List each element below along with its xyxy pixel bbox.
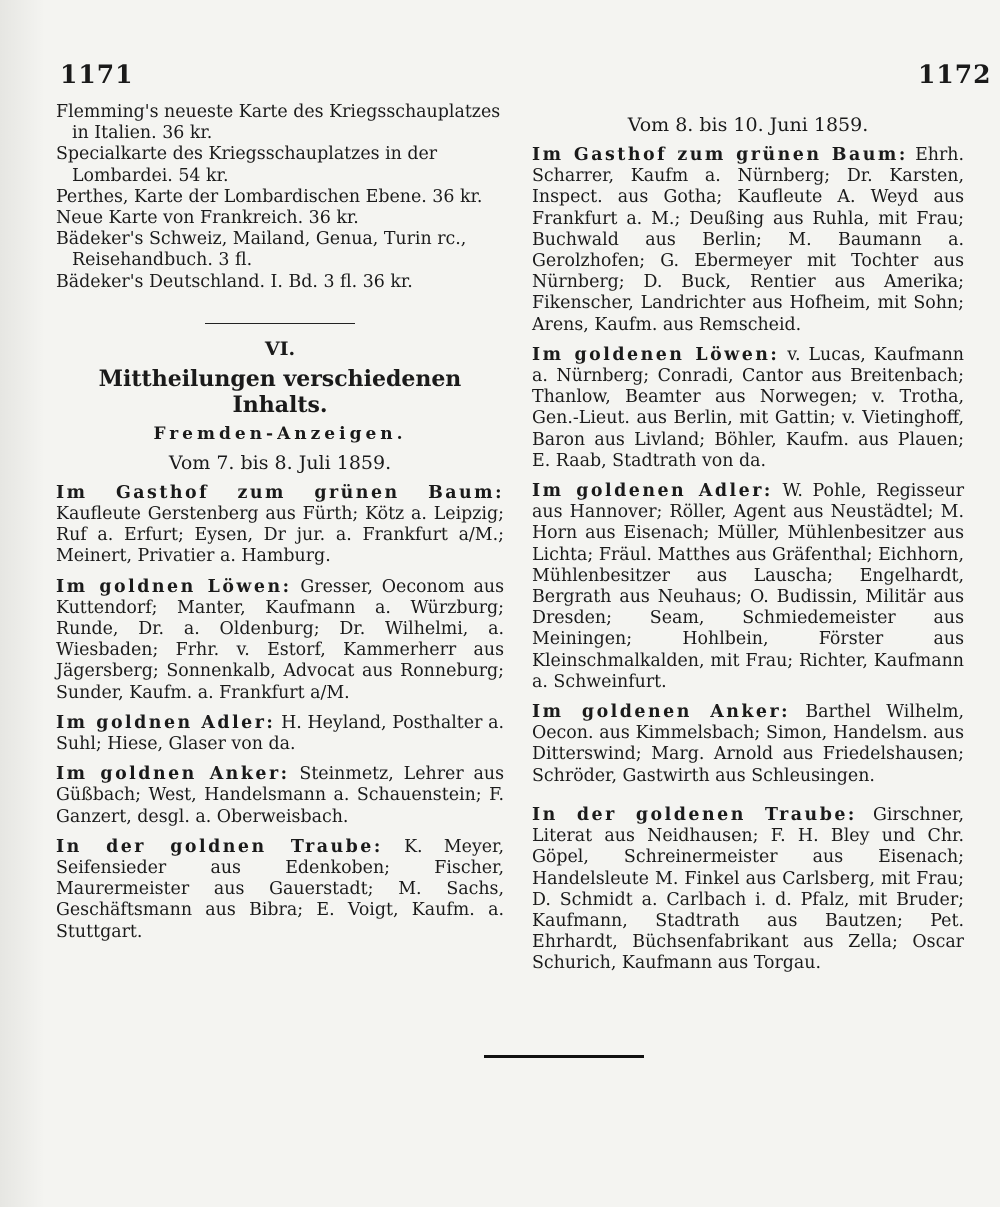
guest-entry (56, 577, 504, 704)
hotel-name: Im goldenen Adler: (532, 481, 773, 502)
page-end-rule (484, 1055, 644, 1058)
date-range-right: Vom 8. bis 10. Juni 1859. (627, 114, 869, 136)
book-list-item: Bädeker's Deutschland. I. Bd. 3 fl. 36 kr. (56, 271, 413, 292)
hotel-name: Im goldnen Löwen: (56, 576, 292, 597)
left-column (56, 102, 504, 943)
page-number-right: 1172 (918, 60, 992, 89)
book-list (56, 102, 504, 293)
date-range-left: Vom 7. bis 8. Juli 1859. (168, 451, 392, 474)
guest-list: W. Pohle, Regisseur aus Hannover; Röller, Agent aus Neustädtel; M. Horn aus Eisenach; Müller, Mühlenbesitzer aus Lichta; Fräul. Matthes aus Gräfenthal; Eichhorn, Mühlenbesitzer aus Lauscha; Engelhardt, Bergrath aus Neuhaus; O. Budissin, Militär aus Dresden; Seam, Schmiedemeister aus Meiningen; Hohlbein, Förster aus Kleinschmalkalden, mit Frau; Richter, Kaufmann a. Schweinfurt. (532, 481, 965, 692)
guest-entry (56, 764, 504, 828)
guest-list: v. Lucas, Kaufmann a. Nürnberg; Conradi, Cantor aus Breitenbach; Thanlow, Beamter aus Norwegen; v. Trotha, Gen.-Lieut. aus Berlin, mit Gattin; v. Vietinghoff, Baron aus Livland; Böhler, Kaufm. aus Plauen; E. Raab, Stadtrath von da. (532, 344, 964, 471)
guest-list: Gresser, Oeconom aus Kuttendorf; Manter, Kaufmann a. Würzburg; Runde, Dr. a. Oldenburg; Dr. Wilhelmi, a. Wiesbaden; Frhr. v. Estorf, Kammerherr aus Jägersberg; Sonnenkalb, Advocat aus Ronneburg; Sunder, Kaufm. a. Frankfurt a/M. (56, 576, 504, 703)
guest-list: K. Meyer, Seifensieder aus Edenkoben; Fischer, Maurermeister aus Gauerstadt; M. Sachs, Geschäftsmann aus Bibra; E. Voigt, Kaufm. a. Stuttgart. (56, 836, 504, 942)
hotel-name: Im Gasthof zum grünen Baum: (56, 482, 504, 503)
hotel-name: In der goldenen Traube: (532, 804, 857, 825)
section-title: Mittheilungen verschiedenen Inhalts. (98, 365, 462, 418)
guest-list: H. Heyland, Posthalter a. Suhl; Hiese, Glaser von da. (56, 712, 504, 755)
section-subheading: Fremden-Anzeigen. (153, 423, 407, 444)
hotel-name: In der goldnen Traube: (56, 836, 383, 857)
hotel-name: Im goldenen Löwen: (532, 344, 780, 365)
guest-list: Steinmetz, Lehrer aus Güßbach; West, Handelsmann a. Schauenstein; F. Ganzert, desgl. a. Oberweisbach. (56, 764, 504, 827)
guest-entry (532, 702, 964, 787)
section-divider (205, 323, 355, 324)
guest-entry (56, 483, 504, 568)
guest-entry (532, 345, 964, 472)
guest-entry (56, 713, 504, 755)
book-list-item: Flemming's neueste Karte des Kriegsschauplatzes in Italien. 36 kr. (56, 102, 501, 144)
guest-list: Girschner, Literat aus Neidhausen; F. H. Bley und Chr. Göpel, Schreinermeister aus Eisenach; Handelsleute M. Finkel aus Carlsberg, mit Frau; D. Schmidt a. Carlbach i. d. Pfalz, mit Bruder; Kaufmann, Stadtrath aus Bautzen; Pet. Ehrhardt, Büchsenfabrikant aus Zella; Oscar Schurich, Kaufmann aus Torgau. (532, 804, 964, 974)
page-number-left: 1171 (60, 60, 134, 89)
hotel-name: Im goldenen Anker: (532, 702, 791, 723)
guest-list: Ehrh. Scharrer, Kaufm a. Nürnberg; Dr. Karsten, Inspect. aus Gotha; Kaufleute A. Weyd aus Frankfurt a. M.; Deußing aus Ruhla, mit Frau; Buchwald aus Berlin; M. Baumann a. Gerolzhofen; G. Ebermeyer mit Tochter aus Nürnberg; D. Buck, Rentier aus Amerika; Fikenscher, Landrichter aus Hofheim, mit Sohn; Arens, Kaufm. aus Remscheid. (532, 145, 965, 335)
guest-entry (56, 837, 504, 943)
hotel-name: Im goldnen Anker: (56, 764, 290, 785)
hotel-name: Im Gasthof zum grünen Baum: (532, 145, 908, 165)
guest-entry (532, 145, 964, 336)
guest-entry (532, 481, 964, 693)
right-column (532, 114, 964, 975)
guest-list: Kaufleute Gerstenberg aus Fürth; Kötz a. Leipzig; Ruf a. Erfurt; Eysen, Dr jur. a. Frankfurt a/M.; Meinert, Privatier a. Hamburg. (56, 504, 504, 567)
hotel-name: Im goldnen Adler: (56, 712, 276, 733)
book-list-item: Perthes, Karte der Lombardischen Ebene. 36 kr. (56, 186, 483, 207)
book-list-item: Bädeker's Schweiz, Mailand, Genua, Turin rc., Reisehandbuch. 3 fl. (56, 229, 467, 271)
guest-entry (532, 805, 964, 975)
guest-list: Barthel Wilhelm, Oecon. aus Kimmelsbach; Simon, Handelsm. aus Ditterswind; Marg. Arnold aus Friedelshausen; Schröder, Gastwirth aus Schleusingen. (532, 702, 964, 786)
page-edge-shadow (0, 0, 45, 1207)
book-list-item: Specialkarte des Kriegsschauplatzes in der Lombardei. 54 kr. (56, 144, 438, 186)
section-number: VI. (264, 337, 296, 360)
book-list-item: Neue Karte von Frankreich. 36 kr. (56, 208, 359, 229)
